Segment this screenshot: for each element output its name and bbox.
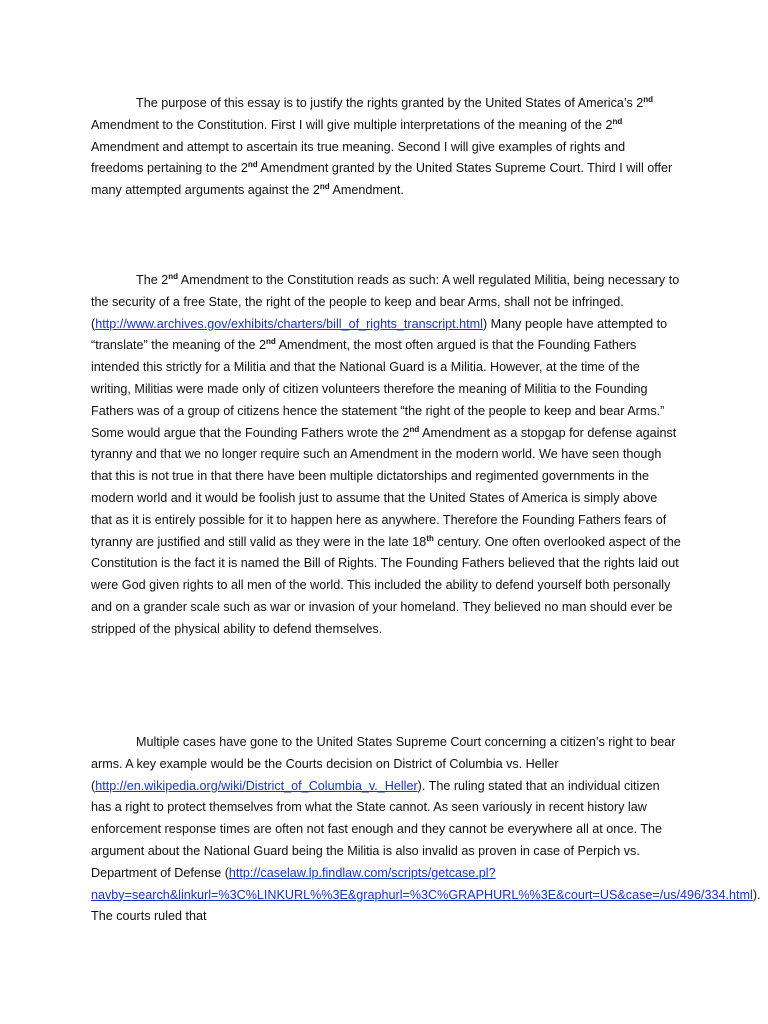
text-run: Amendment. xyxy=(329,183,404,198)
hyperlink[interactable]: http://caselaw.lp.findlaw.com/scripts/getcase.pl?navby=search&linkurl=%3C%LINKURL%%3E&graphurl=%3C%GRAPHURL%%3E&court=US&case=/us/496/334.html xyxy=(91,865,753,902)
ordinal-superscript: nd xyxy=(247,160,258,170)
text-run: Amendment as a stopgap for defense against tyranny and that we no longer require such an Amendment in the modern world. We have seen though that this is not true in that there have been multiple dictatorships and regimented governments in the modern world and it would be foolish just to assume that the United States of America is simply above that as it is entirely possible for it to happen here as anywhere. Therefore the Founding Fathers fears of tyranny are justified and still valid as they were in the late 18 xyxy=(91,425,677,549)
ordinal-superscript: nd xyxy=(266,337,276,347)
text-run: Multiple cases have gone to the United States Supreme Court concerning a citizen’s right to bear arms. A key example would be the Courts decision on District of Columbia vs. Heller ( xyxy=(91,735,676,793)
essay-paragraph-intro xyxy=(91,93,681,202)
text-run: The 2 xyxy=(136,273,169,287)
paragraph-text xyxy=(91,270,681,641)
ordinal-superscript: nd xyxy=(409,424,420,434)
essay-paragraph-court-cases xyxy=(91,732,761,928)
text-run: The purpose of this essay is to justify the rights granted by the United States of America’s 2 xyxy=(136,96,644,110)
text-run: Amendment to the Constitution reads as such: A well regulated Militia, being necessary to the security of a free State, the right of the people to keep and bear Arms, shall not be infringed. ( xyxy=(91,273,680,331)
text-run: ). The courts ruled that xyxy=(91,887,761,924)
text-run: Amendment, the most often argued is that the Founding Fathers intended this strictly for a Militia and that the National Guard is a Militia. However, at the time of the writing, Militias were made only of citizen volunteers therefore the meaning of Militia to the Founding Fathers was of a group of citizens hence the statement “the right of the people to keep and bear Arms.” Some would argue that the Founding Fathers wrote the 2 xyxy=(91,338,665,440)
hyperlink[interactable]: http://www.archives.gov/exhibits/charters/bill_of_rights_transcript.html xyxy=(95,316,483,331)
text-run: century. One often overlooked aspect of the Constitution is the fact it is named the Bill of Rights. The Founding Fathers believed that the rights laid out were God given rights to all men of the world. This included the ability to defend yourself both personally and on a grander scale such as war or invasion of your homeland. They believed no man should ever be stripped of the physical ability to defend themselves. xyxy=(91,534,681,636)
hyperlink[interactable]: http://en.wikipedia.org/wiki/District_of_Columbia_v._Heller xyxy=(95,778,418,793)
paragraph-text xyxy=(91,93,681,202)
paragraph-text xyxy=(91,732,761,928)
ordinal-superscript: th xyxy=(426,533,434,543)
text-run: Amendment granted by the United States Supreme Court. Third I will offer many attempted arguments against the 2 xyxy=(91,161,673,198)
ordinal-superscript: nd xyxy=(319,182,330,191)
text-run: Amendment to the Constitution. First I will give multiple interpretations of the meaning of the 2 xyxy=(91,117,613,132)
text-run: ). The ruling stated that an individual citizen has a right to protect themselves from what the State cannot. As seen variously in recent history law enforcement response times are often not fast enough and they cannot be everywhere all at once. The argument about the National Guard being the Militia is also invalid as proven in case of Perpich vs. Department of Defense ( xyxy=(91,778,663,880)
essay-paragraph-interpretation xyxy=(91,270,681,641)
ordinal-superscript: nd xyxy=(612,116,623,126)
ordinal-superscript: nd xyxy=(643,94,654,104)
text-run: ) Many people have attempted to “translate” the meaning of the 2 xyxy=(91,316,668,353)
text-run: Amendment and attempt to ascertain its true meaning. Second I will give examples of rights and freedoms pertaining to the 2 xyxy=(91,139,626,176)
ordinal-superscript: nd xyxy=(168,271,178,281)
